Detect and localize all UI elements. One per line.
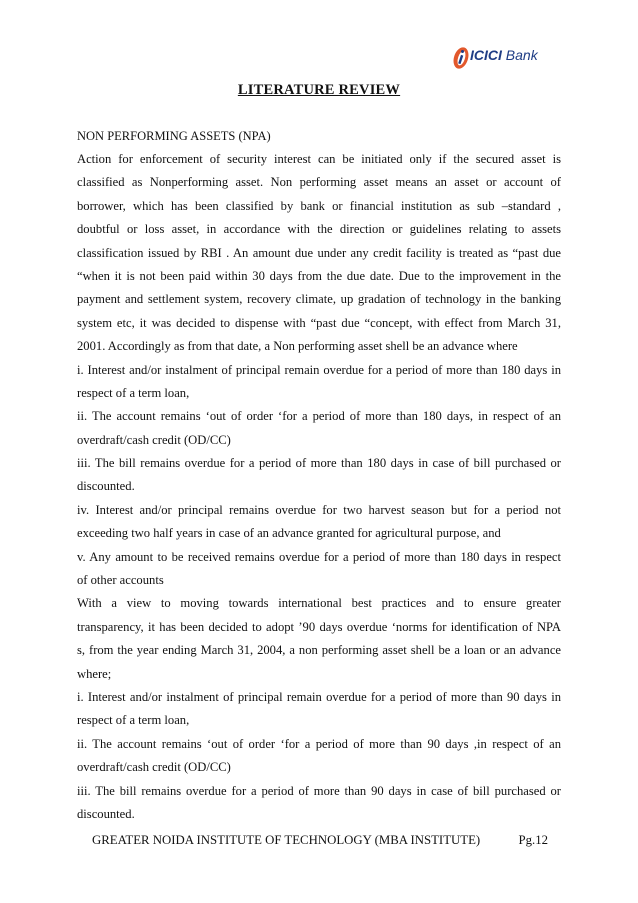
page-footer: [92, 833, 548, 848]
logo-wordmark: [470, 47, 538, 63]
text-line: system etc, it was decided to dispense with “past due “concept, with effect from March 31,: [77, 315, 561, 330]
text-line: v. Any amount to be received remains overdue for a period of more than 180 days in respect: [77, 549, 561, 564]
text-line: i. Interest and/or instalment of principal remain overdue for a period of more than 180 days in: [77, 362, 561, 377]
text-line: discounted.: [77, 806, 135, 821]
text-line: classification issued by RBI . An amount due under any credit facility is treated as “past due: [77, 245, 561, 260]
text-line: transparency, it has been decided to adopt ’90 days overdue ‘norms for identification of NPA: [77, 619, 561, 634]
text-line: Action for enforcement of security interest can be initiated only if the secured asset is: [77, 152, 561, 166]
text-line: discounted.: [77, 479, 135, 494]
logo-bank: Bank: [505, 47, 538, 63]
text-line: 2001. Accordingly as from that date, a Non performing asset shell be an advance where: [77, 339, 518, 354]
text-line: iii. The bill remains overdue for a period of more than 180 days in case of bill purchased or: [77, 456, 561, 471]
text-line: “when it is not been paid within 30 days from the due date. Due to the improvement in the: [77, 268, 561, 283]
text-line: s, from the year ending March 31, 2004, a non performing asset shell be a loan or an advance: [77, 643, 561, 658]
footer-institute: GREATER NOIDA INSTITUTE OF TECHNOLOGY (MBA INSTITUTE): [92, 833, 481, 847]
text-line: payment and settlement system, recovery climate, up gradation of technology in the banking: [77, 292, 561, 307]
text-line: classified as Nonperforming asset. Non performing asset means an asset or account of: [77, 175, 561, 190]
text-line: borrower, which has been classified by bank or financial institution as sub –standard ,: [77, 198, 561, 213]
body-text: [77, 148, 561, 826]
icici-bank-logo: [452, 44, 552, 74]
logo-brand: ICICI: [470, 47, 502, 63]
text-line: respect of a term loan,: [77, 713, 190, 728]
text-line: iii. The bill remains overdue for a period of more than 90 days in case of bill purchased or: [77, 783, 561, 798]
text-line: overdraft/cash credit (OD/CC): [77, 432, 231, 447]
page-number: Pg.12: [518, 833, 548, 847]
text-line: iv. Interest and/or principal remains overdue for two harvest season but for a period not: [77, 502, 561, 517]
text-line: overdraft/cash credit (OD/CC): [77, 760, 231, 775]
page-title: LITERATURE REVIEW: [237, 82, 401, 98]
text-line: where;: [77, 666, 112, 681]
text-line: doubtful or loss asset, in accordance with the direction or guidelines relating to assets: [77, 222, 561, 237]
icici-logo-icon: [452, 44, 470, 70]
text-line: of other accounts: [77, 573, 164, 588]
section-heading: NON PERFORMING ASSETS (NPA): [77, 129, 271, 143]
text-line: ii. The account remains ‘out of order ‘for a period of more than 180 days, in respect of an: [77, 409, 561, 424]
text-line: respect of a term loan,: [77, 385, 190, 400]
text-line: exceeding two half years in case of an advance granted for agricultural purpose, and: [77, 526, 501, 541]
text-line: i. Interest and/or instalment of principal remain overdue for a period of more than 90 days in: [77, 689, 561, 704]
text-line: ii. The account remains ‘out of order ‘for a period of more than 90 days ,in respect of an: [77, 736, 561, 751]
text-line: With a view to moving towards international best practices and to ensure greater: [77, 596, 561, 611]
